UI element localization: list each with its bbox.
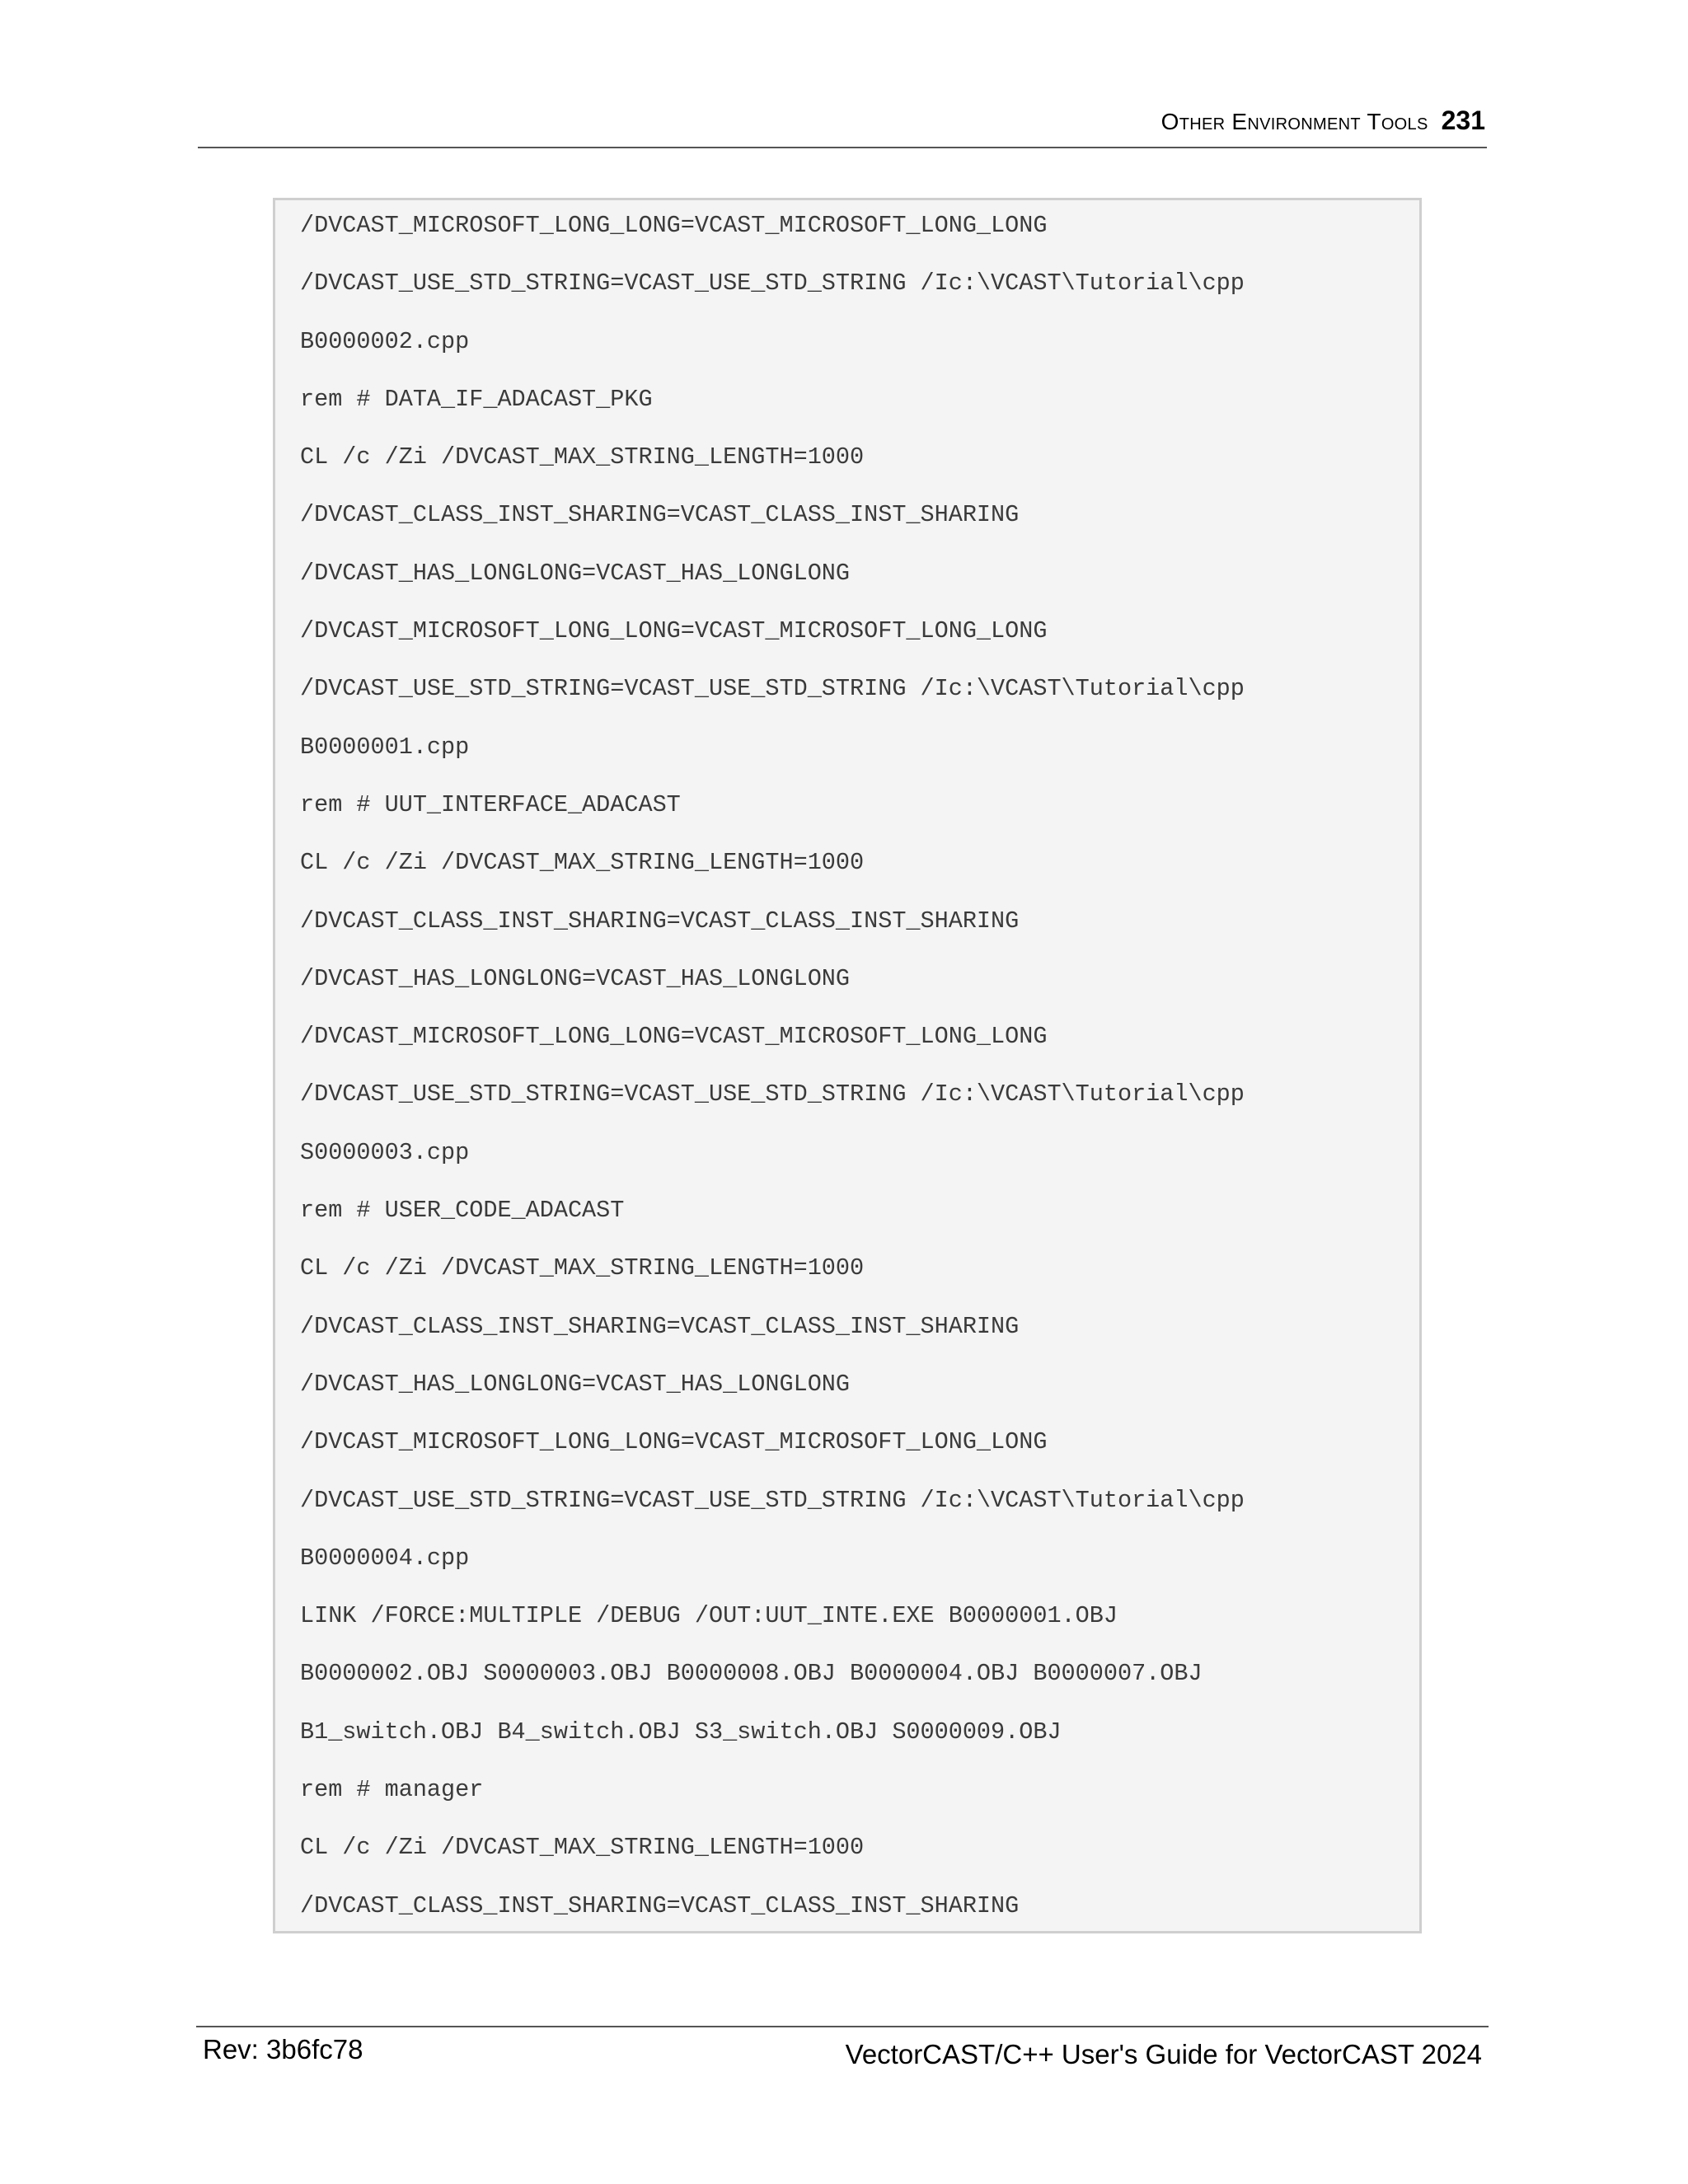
code-line: /DVCAST_USE_STD_STRING=VCAST_USE_STD_STRING /Ic:\VCAST\Tutorial\cpp	[300, 269, 1245, 298]
page-header	[198, 105, 1487, 148]
code-line: LINK /FORCE:MULTIPLE /DEBUG /OUT:UUT_INTE.EXE B0000001.OBJ	[300, 1602, 1118, 1630]
page-number: 231	[1441, 105, 1485, 135]
code-line: /DVCAST_CLASS_INST_SHARING=VCAST_CLASS_INST_SHARING	[300, 501, 1020, 529]
code-line: /DVCAST_HAS_LONGLONG=VCAST_HAS_LONGLONG	[300, 559, 851, 587]
code-line: /DVCAST_MICROSOFT_LONG_LONG=VCAST_MICROSOFT_LONG_LONG	[300, 617, 1048, 645]
code-line: /DVCAST_MICROSOFT_LONG_LONG=VCAST_MICROSOFT_LONG_LONG	[300, 212, 1048, 239]
code-block	[273, 198, 1422, 1933]
code-line: B0000002.OBJ S0000003.OBJ B0000008.OBJ B0000004.OBJ B0000007.OBJ	[300, 1660, 1203, 1688]
code-line: /DVCAST_CLASS_INST_SHARING=VCAST_CLASS_INST_SHARING	[300, 907, 1020, 935]
revision-label: Rev: 3b6fc78	[203, 2034, 363, 2064]
code-line: CL /c /Zi /DVCAST_MAX_STRING_LENGTH=1000	[300, 849, 865, 877]
code-line: B1_switch.OBJ B4_switch.OBJ S3_switch.OBJ S0000009.OBJ	[300, 1718, 1062, 1746]
code-line: S0000003.cpp	[300, 1138, 470, 1166]
code-line: /DVCAST_MICROSOFT_LONG_LONG=VCAST_MICROSOFT_LONG_LONG	[300, 1023, 1048, 1051]
code-line: B0000001.cpp	[300, 733, 470, 761]
code-line: B0000004.cpp	[300, 1544, 470, 1572]
header-right	[1161, 105, 1485, 142]
code-line: rem # DATA_IF_ADACAST_PKG	[300, 385, 653, 413]
code-line: rem # USER_CODE_ADACAST	[300, 1197, 625, 1225]
code-line: /DVCAST_HAS_LONGLONG=VCAST_HAS_LONGLONG	[300, 1370, 851, 1398]
code-line: CL /c /Zi /DVCAST_MAX_STRING_LENGTH=1000	[300, 443, 865, 471]
code-line: /DVCAST_CLASS_INST_SHARING=VCAST_CLASS_INST_SHARING	[300, 1891, 1020, 1919]
code-line: CL /c /Zi /DVCAST_MAX_STRING_LENGTH=1000	[300, 1834, 865, 1862]
code-line: /DVCAST_MICROSOFT_LONG_LONG=VCAST_MICROSOFT_LONG_LONG	[300, 1428, 1048, 1456]
code-line: rem # manager	[300, 1776, 484, 1804]
code-line: /DVCAST_CLASS_INST_SHARING=VCAST_CLASS_INST_SHARING	[300, 1312, 1020, 1340]
code-line: rem # UUT_INTERFACE_ADACAST	[300, 790, 681, 818]
code-line: /DVCAST_USE_STD_STRING=VCAST_USE_STD_STRING /Ic:\VCAST\Tutorial\cpp	[300, 1080, 1245, 1108]
code-line: /DVCAST_USE_STD_STRING=VCAST_USE_STD_STRING /Ic:\VCAST\Tutorial\cpp	[300, 675, 1245, 703]
code-line: /DVCAST_USE_STD_STRING=VCAST_USE_STD_STRING /Ic:\VCAST\Tutorial\cpp	[300, 1486, 1245, 1514]
guide-title: VectorCAST/C++ User's Guide for VectorCAST 2024	[845, 2039, 1482, 2069]
section-title: Other Environment Tools	[1160, 109, 1428, 134]
code-line: CL /c /Zi /DVCAST_MAX_STRING_LENGTH=1000	[300, 1254, 865, 1282]
code-line: B0000002.cpp	[300, 327, 470, 355]
page-footer	[196, 2026, 1489, 2085]
code-line: /DVCAST_HAS_LONGLONG=VCAST_HAS_LONGLONG	[300, 964, 851, 992]
